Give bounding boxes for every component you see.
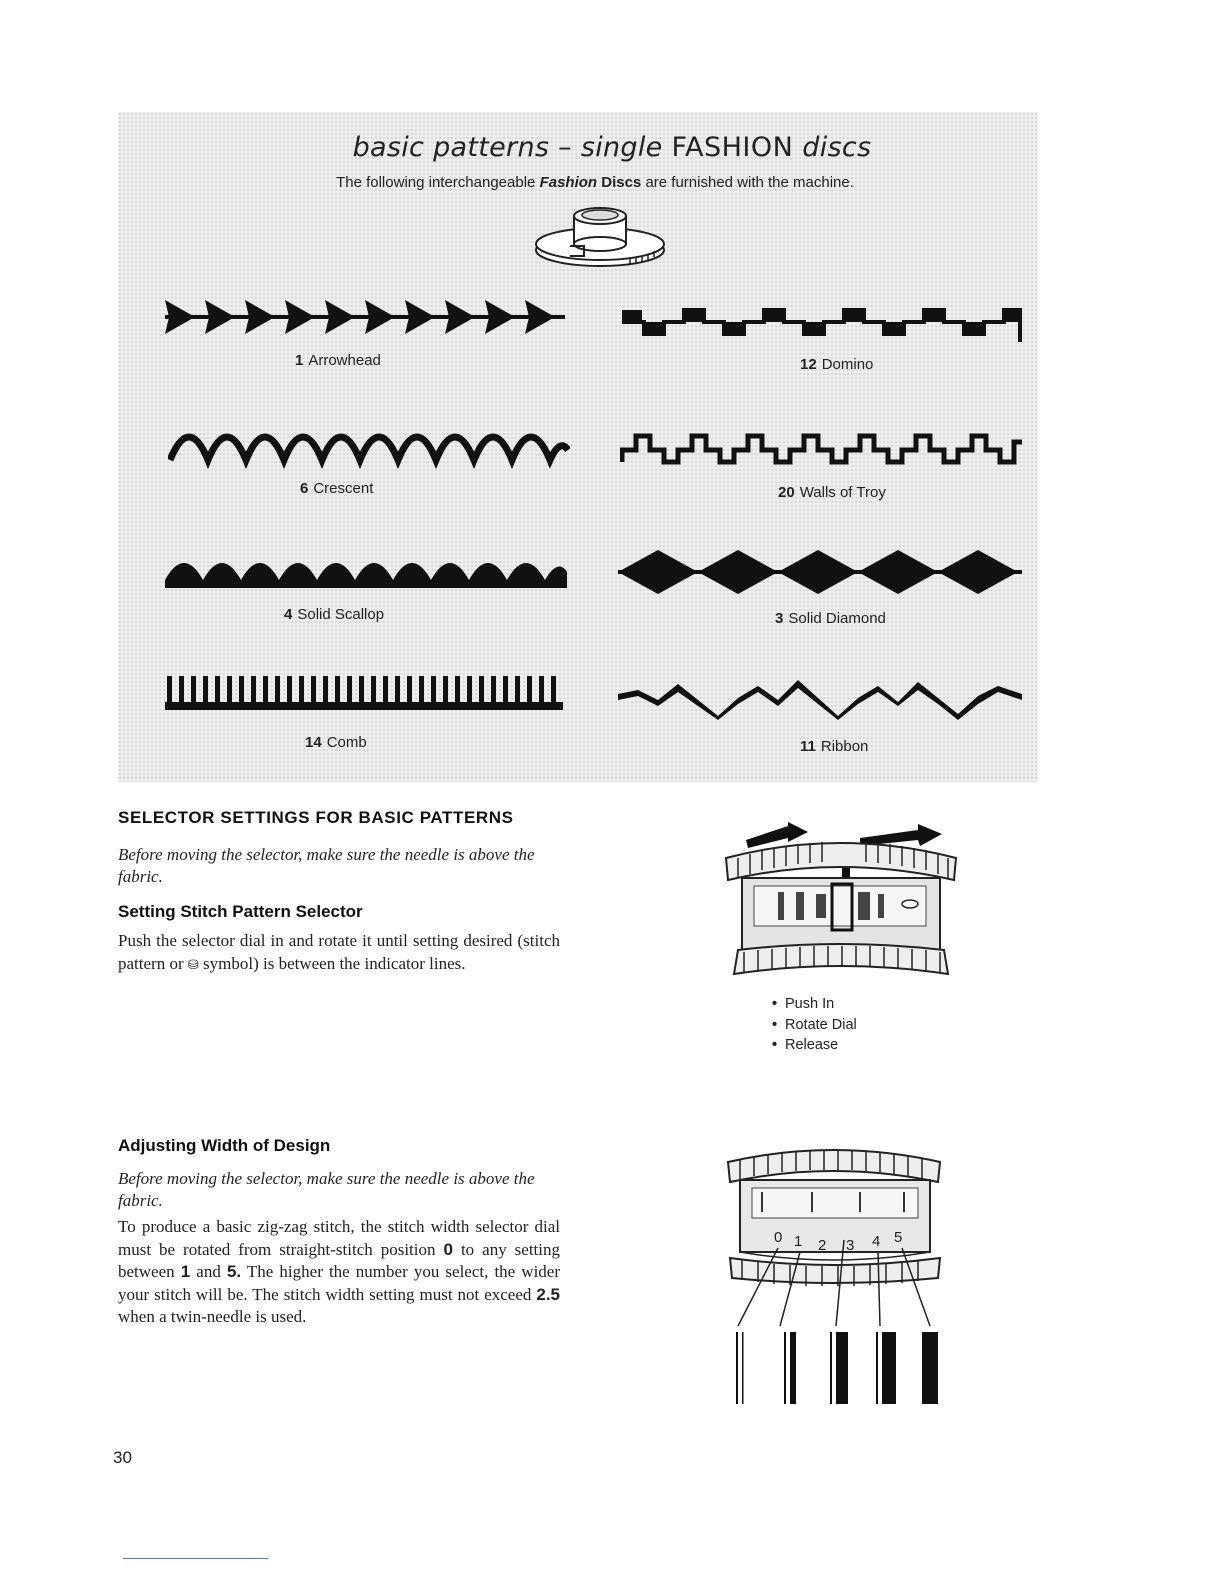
width-dial-number: 1 <box>794 1233 803 1250</box>
width-dial-number: 5 <box>894 1229 903 1246</box>
dial-steps-list <box>772 994 857 1056</box>
pattern-number: 12 <box>800 356 817 373</box>
pattern-number: 6 <box>300 480 309 497</box>
walls-of-troy-pattern <box>620 428 1024 470</box>
value-one: 1 <box>180 1262 191 1281</box>
pattern-selector-dial-illustration <box>718 822 964 984</box>
width-note: Before moving the selector, make sure the needle is above the fabric. <box>118 1169 535 1210</box>
body-part: The higher the number you select, the wider your stitch will be. The stitch width setting must not exceed <box>118 1262 561 1304</box>
pattern-label-domino <box>800 356 873 373</box>
body-part: symbol) is between the indicator lines. <box>203 953 466 973</box>
intro-after: are furnished with the machine. <box>645 174 854 191</box>
body-part: to any setting between <box>118 1239 561 1281</box>
heading-part-discs: discs <box>802 132 872 163</box>
pattern-label-arrowhead <box>295 352 381 369</box>
footer-rule <box>123 1558 268 1559</box>
step-item: • Rotate Dial <box>772 1015 857 1036</box>
body-part: To produce a basic zig-zag stitch, the stitch width selector dial must be rotated from straight-stitch position <box>118 1217 560 1259</box>
setting-stitch-pattern-text <box>118 930 560 976</box>
pattern-name: Crescent <box>313 480 374 497</box>
width-body-text <box>118 1216 560 1329</box>
width-dial-number: 4 <box>872 1233 881 1250</box>
fashion-disc-icon <box>530 200 670 272</box>
pattern-number: 4 <box>284 606 293 623</box>
heading-part-fashion: FASHION <box>671 132 794 163</box>
pattern-name: Walls of Troy <box>799 484 886 501</box>
pattern-name: Ribbon <box>820 738 869 755</box>
pattern-label-crescent <box>300 480 373 497</box>
comb-pattern <box>165 672 567 712</box>
value-zero: 0 <box>443 1239 453 1259</box>
pattern-number: 14 <box>305 734 322 751</box>
page-number: 30 <box>113 1448 132 1467</box>
width-dial-number: 0 <box>774 1229 783 1246</box>
step-item: • Release <box>772 1035 857 1056</box>
pattern-number: 3 <box>775 610 784 627</box>
page-heading <box>0 132 1224 163</box>
value-five: 5. <box>226 1262 242 1281</box>
domino-pattern <box>622 302 1024 344</box>
pattern-label-walls-of-troy <box>778 484 886 501</box>
intro-before: The following interchangeable <box>336 174 536 191</box>
body-part: and <box>196 1262 221 1281</box>
body-part: when a twin-needle is used. <box>118 1307 307 1326</box>
pattern-name: Comb <box>326 734 367 751</box>
intro-discs: Discs <box>601 174 642 191</box>
selector-note: Before moving the selector, make sure the needle is above the fabric. <box>118 845 535 886</box>
crescent-pattern <box>168 420 570 470</box>
pattern-name: Solid Diamond <box>788 610 886 627</box>
width-dial-number: 2 <box>818 1237 827 1254</box>
adjusting-width-subheading: Adjusting Width of Design <box>118 1136 331 1155</box>
pattern-name: Arrowhead <box>308 352 381 369</box>
pattern-name: Solid Scallop <box>297 606 385 623</box>
setting-stitch-pattern-subheading: Setting Stitch Pattern Selector <box>118 902 363 921</box>
ribbon-pattern <box>618 676 1024 722</box>
solid-diamond-pattern <box>618 548 1024 596</box>
solid-scallop-pattern <box>165 548 571 590</box>
selector-settings-heading: SELECTOR SETTINGS FOR BASIC PATTERNS <box>118 808 514 827</box>
step-item: • Push In <box>772 994 857 1015</box>
intro-line <box>0 174 1190 191</box>
arrowhead-pattern <box>165 294 575 340</box>
pattern-label-ribbon <box>800 738 868 755</box>
heading-part-basic-patterns: basic patterns <box>352 132 550 163</box>
pattern-label-solid-scallop <box>284 606 384 623</box>
pattern-label-comb <box>305 734 367 751</box>
pattern-number: 20 <box>778 484 795 501</box>
heading-dash: – <box>558 132 572 163</box>
stitch-width-dial-illustration <box>718 1146 948 1408</box>
heading-part-single: single <box>580 132 663 163</box>
width-dial-number: 3 <box>846 1237 855 1254</box>
pattern-label-solid-diamond <box>775 610 886 627</box>
body-part: Push the selector dial in and rotate it until setting desired (stitch pattern or <box>118 931 560 973</box>
pattern-name: Domino <box>821 356 874 373</box>
pattern-number: 1 <box>295 352 304 369</box>
disc-symbol-icon: ⛁ <box>187 956 199 972</box>
intro-fashion: Fashion <box>539 174 598 191</box>
pattern-number: 11 <box>800 738 816 755</box>
value-two-five: 2.5 <box>536 1284 560 1304</box>
